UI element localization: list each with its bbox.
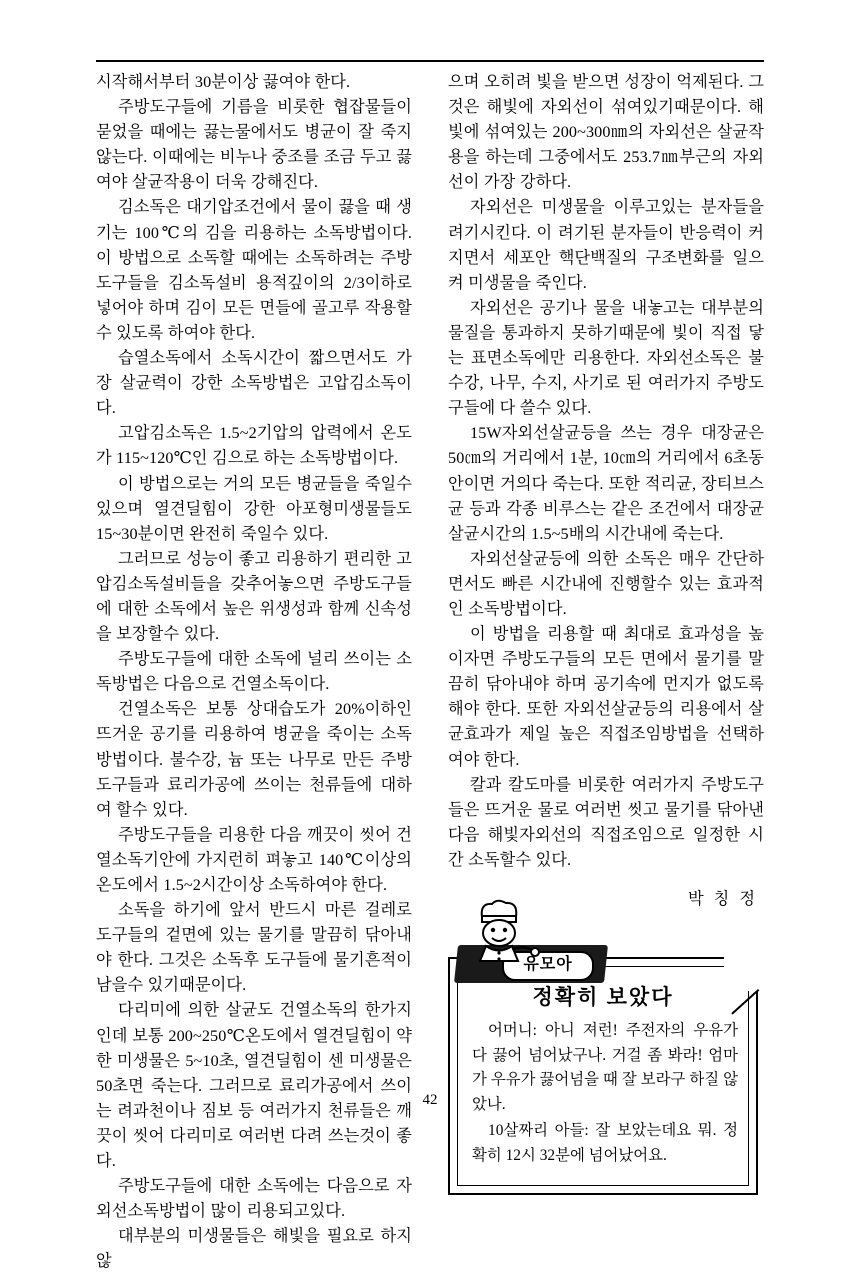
paragraph: 주방도구들에 기름을 비롯한 협잡물들이 묻었을 때에는 끓는물에서도 병균이 잘 죽지 않는다. 이때에는 비누나 중조를 조금 두고 끓여야 살균작용이 더욱 강해진다. (96, 98, 412, 192)
paragraph: 김소독은 대기압조건에서 물이 끓을 때 생기는 100℃의 김을 리용하는 소독방법이다. 이 방법으로 소독할 때에는 소독하려는 주방도구들을 김소독설비 용적깊이의 2/3이하로 넣어야 하며 김이 모든 면들에 골고루 작용할수 있도록 하여야 한다. (96, 198, 412, 342)
paragraph: 건열소독은 보통 상대습도가 20%이하인 뜨거운 공기를 리용하여 병균을 죽이는 소독방법이다. 불수강, 늄 또는 나무로 만든 주방도구들과 료리가공에 쓰이는 천류들에 대하여 할수 있다. (96, 700, 412, 819)
paragraph: 주방도구들에 대한 소독에 널리 쓰이는 소독방법은 다음으로 건열소독이다. (96, 650, 412, 694)
paragraph: 그러므로 성능이 좋고 리용하기 편리한 고압김소독설비들을 갖추어놓으면 주방도구들에 대한 소독에서 높은 위생성과 함께 신속성을 보장할수 있다. (96, 549, 412, 644)
paragraph: 자외선살균등에 의한 소독은 매우 간단하면서도 빠른 시간내에 진행할수 있는 효과적인 소독방법이다. (448, 549, 764, 618)
banner-label: 유모아 (502, 951, 594, 981)
paragraph: 자외선은 미생물을 이루고있는 분자들을 려기시킨다. 이 려기된 분자들이 반응력이 커지면서 세포안 핵단백질의 구조변화를 일으켜 미생물을 죽인다. (448, 198, 764, 292)
humour-line: 어머니: 아니 져런! 주전자의 우유가 다 끓어 넘어났구나. 거걸 좀 봐라! 엄마가 우유가 끓어넘을 때 잘 보라구 하질 않았나. (472, 1022, 738, 1113)
humour-line: 10살짜리 아들: 잘 보았는데요 뭐. 정확히 12시 32분에 넘어났어요. (472, 1122, 738, 1164)
humour-box (448, 957, 758, 1195)
paragraph: 시작해서부터 30분이상 끓여야 한다. (96, 73, 351, 91)
paragraph: 자외선은 공기나 물을 내놓고는 대부분의 물질을 통과하지 못하기때문에 빛이 직접 닿는 표면소독에만 리용한다. 자외선소독은 불수강, 나무, 수지, 사기로 된 여러가지 주방도구들에 다 쓸수 있다. (448, 298, 764, 418)
paragraph: 이 방법을 리용할 때 최대로 효과성을 높이자면 주방도구들의 모든 면에서 물기를 말끔히 닦아내야 하며 공기속에 먼지가 없도록 해야 한다. 또한 자외선살균등의 리용에서 살균효과가 제일 높은 직접조임방법을 선택하여야 한다. (448, 625, 764, 769)
paragraph: 칼과 칼도마를 비롯한 여러가지 주방도구들은 뜨거운 물로 여러번 씻고 물기를 닦아낸 다음 해빛자외선의 직접조임으로 일정한 시간 소독할수 있다. (448, 775, 764, 869)
paragraph: 주방도구들을 리용한 다음 깨끗이 씻어 건열소독기안에 가지런히 펴놓고 140℃이상의 온도에서 1.5~2시간이상 소독하여야 한다. (96, 825, 412, 894)
header-rule (96, 60, 764, 62)
page-number: 42 (422, 1092, 438, 1108)
right-column (448, 70, 764, 1199)
paragraph: 소독을 하기에 앞서 반드시 마른 걸레로 도구들의 겉면에 있는 물기를 말끔히 닦아내야 한다. 그것은 소독후 도구들에 물기흔적이 남을수 있기때문이다. (96, 901, 412, 995)
paragraph: 주방도구들에 대한 소독에는 다음으로 자외선소독방법이 많이 리용되고있다. (96, 1177, 412, 1221)
paragraph: 이 방법으로는 거의 모든 병균들을 죽일수 있으며 열견딜힘이 강한 아포형미생물들도 15~30분이면 완전히 죽일수 있다. (96, 474, 412, 543)
paragraph: 다리미에 의한 살균도 건열소독의 한가지인데 보통 200~250℃온도에서 열견딜힘이 약한 미생물은 5~10초, 열견딜힘이 센 미생물은 50초면 죽는다. 그러므로 료리가공에서 쓰이는 려과천이나 짐보 등 여러가지 천류들은 깨끗이 씻어 다리미로 여러번 다려 쓰는것이 좋다. (96, 1001, 412, 1171)
humour-title: 정확히 보았다 (532, 985, 674, 1009)
humour-section (448, 923, 764, 1199)
paragraph: 습열소독에서 소독시간이 짧으면서도 가장 살균력이 강한 소독방법은 고압김소독이다. (96, 349, 412, 418)
paragraph: 으며 오히려 빛을 받으면 성장이 억제된다. 그것은 해빛에 자외선이 섞여있기때문이다. 해빛에 섞여있는 200~300㎚의 자외선은 살균작용을 하는데 그중에서도 253.7㎚부근의 자외선이 가장 강하다. (448, 73, 764, 192)
author-signature: 박 칭 정 (687, 890, 758, 908)
paragraph: 고압김소독은 1.5~2기압의 압력에서 온도가 115~120℃인 김으로 하는 소독방법이다. (96, 424, 412, 468)
paragraph: 대부분의 미생물들은 해빛을 필요로 하지 않 (96, 1227, 412, 1271)
chef-mascot-icon (462, 899, 540, 969)
paragraph: 15W자외선살균등을 쓰는 경우 대장균은 50㎝의 거리에서 1분, 10㎝의 거리에서 6초동안이면 거의다 죽는다. 또한 적리균, 장티브스균 등과 각종 비루스는 같은 조건에서 대장균살균시간의 1.5~5배의 시간내에 죽는다. (448, 424, 764, 543)
